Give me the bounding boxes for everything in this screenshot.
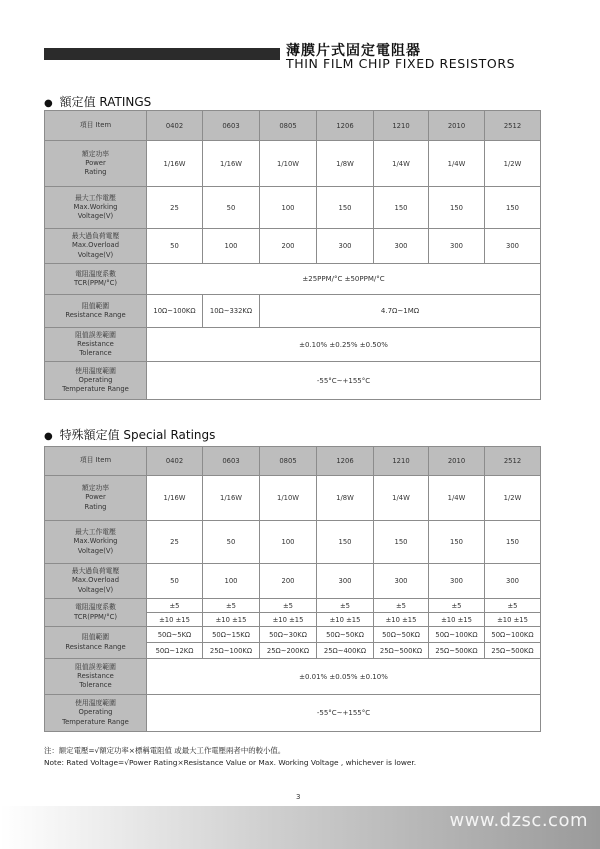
range-value: 50Ω~15KΩ [203, 627, 260, 643]
range-value: 25Ω~500KΩ [374, 643, 429, 659]
size-cell: 0805 [260, 447, 317, 476]
tcr-value: ±5 [147, 599, 203, 613]
temp-row [45, 695, 541, 732]
header-row [45, 447, 541, 476]
tcr-value: ±25PPM/°C ±50PPM/°C [147, 264, 541, 295]
item-label: 項目 Item [45, 447, 147, 476]
range-label: 阻值範圍 Resistance Range [45, 627, 147, 659]
range-value: 50Ω~50KΩ [374, 627, 429, 643]
power-label: 額定功率 Power Rating [45, 141, 147, 187]
voltage-value: 150 [374, 521, 429, 564]
section-title-en: RATINGS [99, 95, 152, 109]
overload-label: 最大過負荷電壓 Max.Overload Voltage(V) [45, 229, 147, 264]
range-value: 25Ω~500KΩ [429, 643, 485, 659]
voltage-value: 100 [260, 187, 317, 229]
size-cell: 1210 [374, 111, 429, 141]
tolerance-label: 阻值誤差範圍 Resistance Tolerance [45, 328, 147, 362]
size-cell: 2512 [485, 111, 541, 141]
power-value: 1/2W [485, 141, 541, 187]
tcr-value: ±5 [485, 599, 541, 613]
range-value: 50Ω~5KΩ [147, 627, 203, 643]
temp-label: 使用溫度範圍 Operating Temperature Range [45, 695, 147, 732]
tolerance-label: 阻值誤差範圍 Resistance Tolerance [45, 659, 147, 695]
range-value: 4.7Ω~1MΩ [260, 295, 541, 328]
section-title-cn: 額定值 [59, 95, 96, 109]
note-cn: 注：額定電壓=√額定功率×標稱電阻值 或最大工作電壓兩者中的較小值。 [44, 746, 286, 755]
tcr-value: ±10 ±15 [203, 613, 260, 627]
tolerance-row [45, 659, 541, 695]
overload-value: 200 [260, 564, 317, 599]
tolerance-value: ±0.10% ±0.25% ±0.50% [147, 328, 541, 362]
overload-value: 300 [374, 564, 429, 599]
voltage-value: 50 [203, 521, 260, 564]
range-value: 25Ω~200KΩ [260, 643, 317, 659]
range-value: 50Ω~100KΩ [485, 627, 541, 643]
power-value: 1/10W [260, 141, 317, 187]
tcr-value: ±10 ±15 [260, 613, 317, 627]
overload-value: 50 [147, 564, 203, 599]
tcr-value: ±10 ±15 [429, 613, 485, 627]
voltage-value: 150 [317, 187, 374, 229]
size-cell: 0603 [203, 447, 260, 476]
overload-value: 50 [147, 229, 203, 264]
voltage-value: 100 [260, 521, 317, 564]
header-row [45, 111, 541, 141]
range-value: 10Ω~332KΩ [203, 295, 260, 328]
page-number: 3 [296, 793, 301, 801]
power-value: 1/4W [374, 141, 429, 187]
tolerance-row [45, 328, 541, 362]
section-title-special [44, 426, 215, 443]
range-value: 50Ω~30KΩ [260, 627, 317, 643]
range-value: 25Ω~400KΩ [317, 643, 374, 659]
size-cell: 1206 [317, 447, 374, 476]
size-cell: 2010 [429, 447, 485, 476]
size-cell: 0402 [147, 447, 203, 476]
size-cell: 2512 [485, 447, 541, 476]
power-row [45, 476, 541, 521]
title-cn: 薄膜片式固定電阻器 [286, 43, 421, 59]
range-value: 10Ω~100KΩ [147, 295, 203, 328]
power-value: 1/16W [203, 476, 260, 521]
power-value: 1/16W [203, 141, 260, 187]
overload-value: 300 [374, 229, 429, 264]
voltage-row [45, 521, 541, 564]
size-cell: 1210 [374, 447, 429, 476]
overload-value: 200 [260, 229, 317, 264]
power-value: 1/10W [260, 476, 317, 521]
temp-row [45, 362, 541, 400]
voltage-value: 150 [317, 521, 374, 564]
power-value: 1/8W [317, 141, 374, 187]
tcr-row [45, 264, 541, 295]
tcr-value: ±5 [203, 599, 260, 613]
voltage-row [45, 187, 541, 229]
range-label: 阻值範圍 Resistance Range [45, 295, 147, 328]
tcr-value: ±5 [429, 599, 485, 613]
size-cell: 0402 [147, 111, 203, 141]
title-en: THIN FILM CHIP FIXED RESISTORS [286, 56, 516, 71]
overload-value: 300 [429, 229, 485, 264]
overload-value: 300 [485, 229, 541, 264]
voltage-label: 最大工作電壓 Max.Working Voltage(V) [45, 187, 147, 229]
tcr-value: ±5 [260, 599, 317, 613]
power-value: 1/16W [147, 141, 203, 187]
size-cell: 0603 [203, 111, 260, 141]
tcr-value: ±10 ±15 [485, 613, 541, 627]
size-cell: 0805 [260, 111, 317, 141]
range-row [45, 295, 541, 328]
power-value: 1/4W [374, 476, 429, 521]
overload-row [45, 564, 541, 599]
overload-value: 300 [317, 564, 374, 599]
voltage-value: 150 [485, 521, 541, 564]
tcr-value: ±5 [374, 599, 429, 613]
temp-value: -55°C~+155°C [147, 362, 541, 400]
voltage-label: 最大工作電壓 Max.Working Voltage(V) [45, 521, 147, 564]
overload-label: 最大過負荷電壓 Max.Overload Voltage(V) [45, 564, 147, 599]
overload-value: 300 [429, 564, 485, 599]
note [44, 745, 416, 769]
size-cell: 1206 [317, 111, 374, 141]
range-value: 25Ω~100KΩ [203, 643, 260, 659]
overload-value: 300 [317, 229, 374, 264]
overload-value: 100 [203, 564, 260, 599]
range-value: 50Ω~100KΩ [429, 627, 485, 643]
power-label: 額定功率 Power Rating [45, 476, 147, 521]
power-value: 1/4W [429, 476, 485, 521]
overload-row [45, 229, 541, 264]
power-value: 1/16W [147, 476, 203, 521]
temp-label: 使用溫度範圍 Operating Temperature Range [45, 362, 147, 400]
tcr-label: 電阻溫度系數 TCR(PPM/°C) [45, 264, 147, 295]
tcr-row [45, 599, 541, 613]
section-title-cn: 特殊額定值 [59, 428, 120, 442]
voltage-value: 50 [203, 187, 260, 229]
range-row [45, 627, 541, 643]
power-value: 1/4W [429, 141, 485, 187]
voltage-value: 25 [147, 521, 203, 564]
power-value: 1/8W [317, 476, 374, 521]
ratings-table [44, 110, 541, 400]
tcr-value: ±10 ±15 [317, 613, 374, 627]
power-value: 1/2W [485, 476, 541, 521]
section-title-en: Special Ratings [123, 428, 216, 442]
voltage-value: 25 [147, 187, 203, 229]
item-label: 項目 Item [45, 111, 147, 141]
overload-value: 300 [485, 564, 541, 599]
header-bar [44, 48, 280, 60]
tcr-value: ±5 [317, 599, 374, 613]
voltage-value: 150 [429, 187, 485, 229]
section-title-ratings [44, 93, 151, 110]
voltage-value: 150 [485, 187, 541, 229]
tolerance-value: ±0.01% ±0.05% ±0.10% [147, 659, 541, 695]
tcr-value: ±10 ±15 [147, 613, 203, 627]
voltage-value: 150 [429, 521, 485, 564]
tcr-label: 電阻溫度系數 TCR(PPM/°C) [45, 599, 147, 627]
power-row [45, 141, 541, 187]
range-value: 50Ω~50KΩ [317, 627, 374, 643]
voltage-value: 150 [374, 187, 429, 229]
watermark: www.dzsc.com [449, 810, 588, 831]
overload-value: 100 [203, 229, 260, 264]
range-value: 25Ω~500KΩ [485, 643, 541, 659]
tcr-value: ±10 ±15 [374, 613, 429, 627]
special-ratings-table [44, 446, 541, 732]
temp-value: -55°C~+155°C [147, 695, 541, 732]
range-value: 50Ω~12KΩ [147, 643, 203, 659]
note-en: Note: Rated Voltage=√Power Rating×Resistance Value or Max. Working Voltage , whichever is lower. [44, 757, 417, 767]
bullet-icon: ● [44, 98, 53, 109]
bullet-icon: ● [44, 431, 53, 442]
size-cell: 2010 [429, 111, 485, 141]
